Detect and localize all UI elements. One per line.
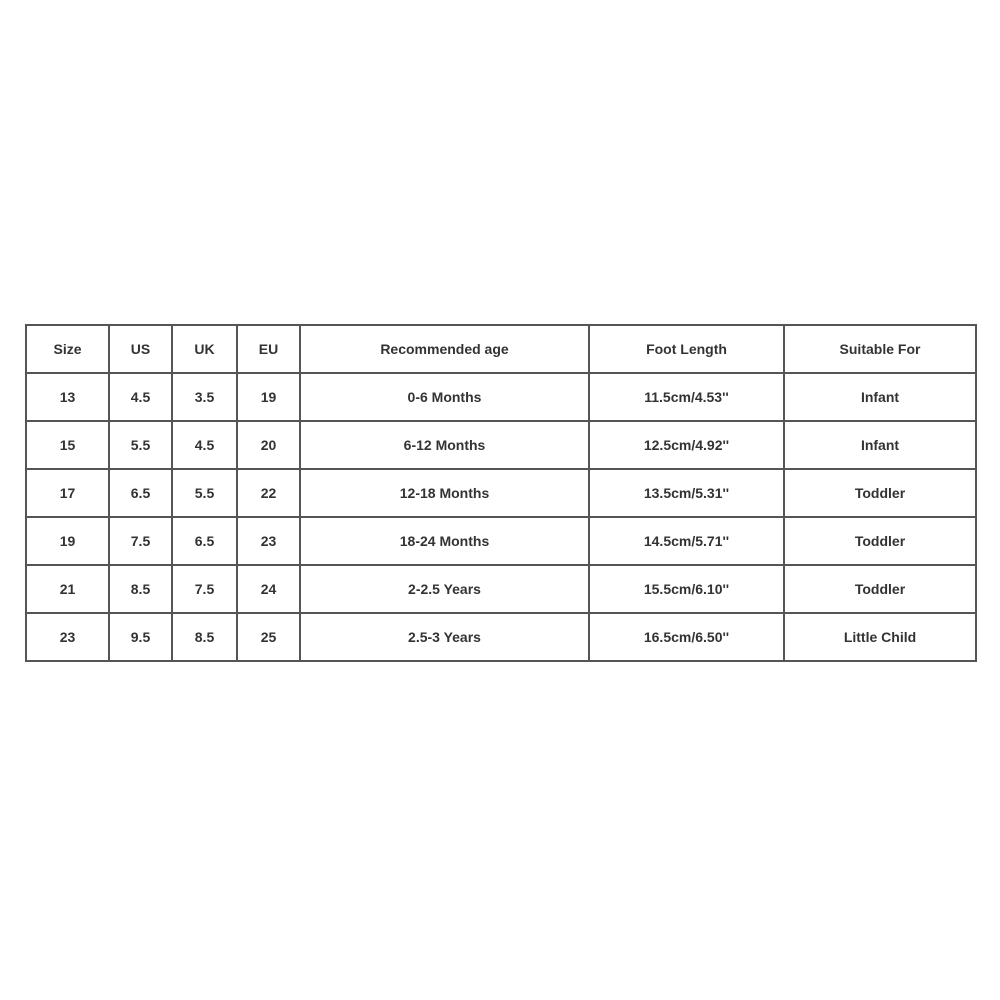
cell-suitable-for: Infant bbox=[784, 421, 976, 469]
cell-size: 21 bbox=[26, 565, 109, 613]
cell-foot-length: 14.5cm/5.71'' bbox=[589, 517, 784, 565]
cell-recommended-age: 18-24 Months bbox=[300, 517, 589, 565]
cell-recommended-age: 2-2.5 Years bbox=[300, 565, 589, 613]
table-row bbox=[26, 613, 976, 661]
cell-eu: 24 bbox=[237, 565, 300, 613]
cell-us: 5.5 bbox=[109, 421, 172, 469]
table-row bbox=[26, 565, 976, 613]
cell-foot-length: 13.5cm/5.31'' bbox=[589, 469, 784, 517]
cell-eu: 22 bbox=[237, 469, 300, 517]
cell-foot-length: 12.5cm/4.92'' bbox=[589, 421, 784, 469]
cell-suitable-for: Toddler bbox=[784, 565, 976, 613]
cell-us: 7.5 bbox=[109, 517, 172, 565]
cell-eu: 20 bbox=[237, 421, 300, 469]
cell-eu: 23 bbox=[237, 517, 300, 565]
cell-uk: 4.5 bbox=[172, 421, 237, 469]
header-recommended-age: Recommended age bbox=[300, 325, 589, 373]
cell-suitable-for: Infant bbox=[784, 373, 976, 421]
table-row bbox=[26, 517, 976, 565]
header-row bbox=[26, 325, 976, 373]
cell-size: 13 bbox=[26, 373, 109, 421]
cell-foot-length: 11.5cm/4.53'' bbox=[589, 373, 784, 421]
cell-suitable-for: Toddler bbox=[784, 469, 976, 517]
cell-uk: 7.5 bbox=[172, 565, 237, 613]
size-chart-table bbox=[25, 324, 977, 662]
cell-foot-length: 16.5cm/6.50'' bbox=[589, 613, 784, 661]
cell-size: 19 bbox=[26, 517, 109, 565]
cell-us: 6.5 bbox=[109, 469, 172, 517]
header-suitable-for: Suitable For bbox=[784, 325, 976, 373]
cell-us: 8.5 bbox=[109, 565, 172, 613]
cell-us: 9.5 bbox=[109, 613, 172, 661]
cell-size: 23 bbox=[26, 613, 109, 661]
table-row bbox=[26, 373, 976, 421]
cell-suitable-for: Little Child bbox=[784, 613, 976, 661]
header-size: Size bbox=[26, 325, 109, 373]
cell-recommended-age: 0-6 Months bbox=[300, 373, 589, 421]
header-uk: UK bbox=[172, 325, 237, 373]
table-row bbox=[26, 469, 976, 517]
header-us: US bbox=[109, 325, 172, 373]
cell-eu: 25 bbox=[237, 613, 300, 661]
cell-suitable-for: Toddler bbox=[784, 517, 976, 565]
cell-recommended-age: 12-18 Months bbox=[300, 469, 589, 517]
cell-uk: 6.5 bbox=[172, 517, 237, 565]
header-eu: EU bbox=[237, 325, 300, 373]
table-row bbox=[26, 421, 976, 469]
cell-uk: 8.5 bbox=[172, 613, 237, 661]
cell-uk: 5.5 bbox=[172, 469, 237, 517]
cell-foot-length: 15.5cm/6.10'' bbox=[589, 565, 784, 613]
header-foot-length: Foot Length bbox=[589, 325, 784, 373]
cell-recommended-age: 2.5-3 Years bbox=[300, 613, 589, 661]
cell-eu: 19 bbox=[237, 373, 300, 421]
cell-size: 15 bbox=[26, 421, 109, 469]
cell-recommended-age: 6-12 Months bbox=[300, 421, 589, 469]
cell-us: 4.5 bbox=[109, 373, 172, 421]
cell-size: 17 bbox=[26, 469, 109, 517]
cell-uk: 3.5 bbox=[172, 373, 237, 421]
